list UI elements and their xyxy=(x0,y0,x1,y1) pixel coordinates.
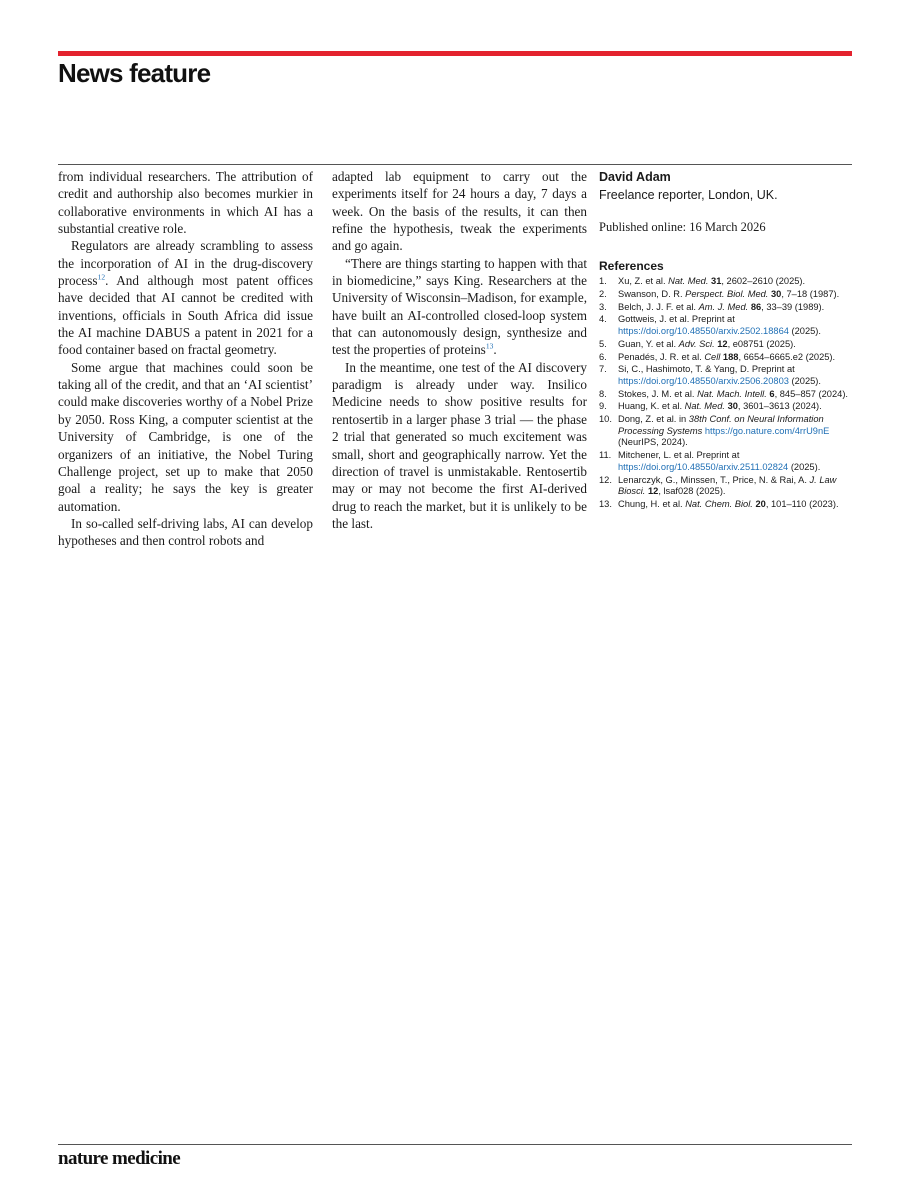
sidebar xyxy=(599,168,852,512)
reference-text: 12 xyxy=(647,486,659,497)
reference-number: 9. xyxy=(599,401,607,412)
reference-number: 8. xyxy=(599,388,607,399)
footer-divider xyxy=(58,1144,852,1145)
reference-text: Mitchener, L. et al. Preprint at xyxy=(618,450,740,461)
reference-text: 30 xyxy=(770,288,782,299)
reference-item xyxy=(599,364,852,387)
reference-item xyxy=(599,475,852,498)
reference-text: Dong, Z. et al. in xyxy=(618,414,689,425)
paragraph: Regulators are already scrambling to assess the incorporation of AI in the drug-discovery process$^{12}$. And although most patent offices have decided that AI cannot be credited with inventions, officials in South Africa did issue the AI machine DABUS a patent in 2021 for a food container based on fractal geometry. xyxy=(58,238,313,358)
reference-item xyxy=(599,339,852,351)
reference-text: 188 xyxy=(722,351,739,362)
reference-item xyxy=(599,499,852,511)
reference-text: , e08751 (2025). xyxy=(727,338,796,349)
citation-link-12[interactable]: 12 xyxy=(97,272,106,282)
reference-link[interactable]: https://doi.org/10.48550/arxiv.2502.18864 xyxy=(618,325,789,336)
reference-text: , 2602–2610 (2025). xyxy=(721,276,806,286)
reference-text: (NeurIPS, 2024). xyxy=(618,437,688,448)
reference-number: 7. xyxy=(599,364,607,375)
reference-text: Lenarczyk, G., Minssen, T., Price, N. & Rai, A. xyxy=(618,474,810,485)
reference-item xyxy=(599,289,852,301)
reference-text: (2025). xyxy=(788,375,821,386)
reference-number: 6. xyxy=(599,351,607,362)
reference-text: Nat. Mach. Intell. xyxy=(697,388,767,399)
reference-item xyxy=(599,401,852,413)
reference-text: , 845–857 (2024). xyxy=(774,388,848,399)
reference-text: , 7–18 (1987). xyxy=(781,288,840,299)
reference-number: 11. xyxy=(599,450,612,461)
reference-text: Cell xyxy=(704,351,721,362)
paragraph: In so-called self-driving labs, AI can develop hypotheses and then control robots and xyxy=(58,515,313,549)
reference-number: 4. xyxy=(599,314,607,325)
article-column-1 xyxy=(58,168,313,550)
citation-link-13[interactable]: 13 xyxy=(485,342,494,352)
reference-text: 31 xyxy=(711,276,722,286)
reference-link[interactable]: https://go.nature.com/4rrU9nE xyxy=(704,425,830,436)
reference-text: Nat. Med. xyxy=(668,276,709,286)
paragraph: “There are things starting to happen with that in biomedicine,” says King. Researchers at the University of Wisconsin–Madison, for example, have built an AI-controlled closed-loop system that can autonomously design, synthesize and test the properties of proteins$^{13}$. xyxy=(332,255,587,358)
reference-number: 1. xyxy=(599,276,607,286)
reference-text: Nat. Chem. Biol. xyxy=(685,498,753,509)
reference-item xyxy=(599,414,852,449)
reference-text: Gottweis, J. et al. Preprint at xyxy=(618,314,735,325)
reference-text: (2025). xyxy=(788,461,821,472)
reference-text: , 3601–3613 (2024). xyxy=(737,401,822,412)
reference-item xyxy=(599,389,852,401)
reference-text: Xu, Z. et al. xyxy=(618,276,669,286)
published-date: Published online: 16 March 2026 xyxy=(599,220,766,234)
reference-text: Si, C., Hashimoto, T. & Yang, D. Preprint at xyxy=(618,364,795,375)
reference-text: , 33–39 (1989). xyxy=(761,301,825,312)
reference-text: Perspect. Biol. Med. xyxy=(685,288,769,299)
reference-number: 5. xyxy=(599,338,607,349)
author-affiliation: Freelance reporter, London, UK. xyxy=(599,188,778,202)
reference-text: 30 xyxy=(727,401,738,412)
reference-number: 2. xyxy=(599,288,607,299)
reference-text: 86 xyxy=(750,301,762,312)
reference-item xyxy=(599,450,852,473)
paragraph: In the meantime, one test of the AI discovery paradigm is already under way. Insilico Medicine needs to show positive results for rentosertib in a larger phase 3 trial — the phase 2 trial that generated so much excitement was small, short and geographically narrow. Yet the direction of travel is unmistakable. Rentosertib may or may not become the first AI-derived drug to reach the market, but it is unlikely to be the last. xyxy=(332,359,587,531)
reference-text: Guan, Y. et al. xyxy=(618,338,679,349)
references-heading: References xyxy=(599,259,664,273)
reference-text: Chung, H. et al. xyxy=(618,498,686,509)
reference-text: , 101–110 (2023). xyxy=(765,498,839,509)
reference-link[interactable]: https://doi.org/10.48550/arxiv.2511.02824 xyxy=(618,461,789,472)
header-accent-bar xyxy=(58,51,852,56)
paragraph: from individual researchers. The attribution of credit and authorship also becomes murkier in collaborative environments in which AI has a substantial creative role. xyxy=(58,169,313,237)
reference-number: 10. xyxy=(599,414,612,425)
reference-text: Nat. Med. xyxy=(684,401,725,412)
reference-item xyxy=(599,314,852,337)
reference-text: (2025). xyxy=(788,325,821,336)
reference-text: Stokes, J. M. et al. xyxy=(618,388,698,399)
reference-text: Huang, K. et al. xyxy=(618,401,685,412)
reference-text: 20 xyxy=(755,498,766,509)
section-title: News feature xyxy=(58,58,211,88)
reference-text: Adv. Sci. xyxy=(678,338,715,349)
reference-text: Penadés, J. R. et al. xyxy=(618,351,705,362)
reference-text: Belch, J. J. F. et al. xyxy=(618,301,699,312)
reference-number: 3. xyxy=(599,301,607,312)
reference-text: 6 xyxy=(769,388,775,399)
reference-number: 13. xyxy=(599,498,612,509)
author-name: David Adam xyxy=(599,170,671,184)
reference-text: , lsaf028 (2025). xyxy=(658,486,726,497)
reference-text: 38th Conf. on Neural Information Processing Systems xyxy=(618,414,824,436)
reference-item xyxy=(599,352,852,364)
journal-logo: nature medicine xyxy=(58,1148,181,1169)
reference-text: Swanson, D. R. xyxy=(618,288,686,299)
paragraph: adapted lab equipment to carry out the experiments itself for 24 hours a day, 7 days a week. On the basis of the results, it can then refine the hypothesis, tweak the experiments and go again. xyxy=(332,169,587,254)
reference-text: Am. J. Med. xyxy=(698,301,749,312)
references-list xyxy=(599,276,852,511)
reference-item xyxy=(599,302,852,314)
header-divider xyxy=(58,164,852,165)
reference-link[interactable]: https://doi.org/10.48550/arxiv.2506.20803 xyxy=(618,375,789,386)
reference-text: , 6654–6665.e2 (2025). xyxy=(738,351,836,362)
reference-text: 12 xyxy=(717,338,728,349)
reference-number: 12. xyxy=(599,474,612,485)
paragraph: Some argue that machines could soon be taking all of the credit, and that an ‘AI scientist’ could make discoveries worthy of a Nobel Prize by 2050. Ross King, a computer scientist at the University of Cambridge, is one of the organizers of an initiative, the Nobel Turing Challenge project, set up to make that 2050 goal a reality; he says the key is greater automation. xyxy=(58,359,313,514)
article-column-2 xyxy=(332,168,587,532)
reference-item xyxy=(599,276,852,288)
reference-text: J. Law Biosci. xyxy=(618,474,837,497)
